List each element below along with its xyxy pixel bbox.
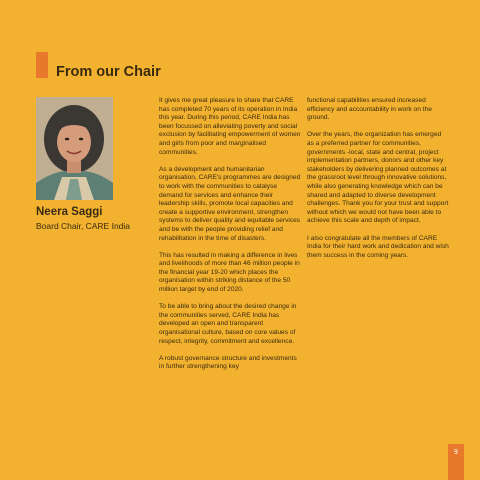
page-number: 9 [454,449,458,456]
paragraph: I also congratulate all the members of CARE India for their hard work and dedication and wish them success in the coming years. [307,234,449,259]
paragraph: functional capabilities ensured increased efficiency and accountability in work on the ground. [307,97,432,122]
text-column-1 [159,97,301,381]
paragraph: This has resulted in making a difference in lives and livelihoods of more than 46 million people in the financial year 19-20 which places the organisation within striking distance of the 50 million target by end of 2020. [159,251,300,294]
page-title: From our Chair [56,64,161,80]
text-column-2 [307,97,449,269]
person-role: Board Chair, CARE India [36,221,131,231]
paragraph: As a development and humanitarian organisation, CARE's programmes are designed to work with the communities to catalyse demand for services and enhance their leadership skills, promote local capacities and create a supportive environment, strengthen systems to deliver quality and equitable services and be with the people providing relief and rehabilitation in the time of disasters. [159,165,301,242]
paragraph: Over the years, the organization has emerged as a preferred partner for communities, governments -local, state and central, project implementation partners, donors and other key stakeholders by delivering planned outcomes at the grassroot level through innovative solutions, while also generating knowledge which can be shared and adapted to diverse development challenges. Thank you for your trust and support without which we would not have been able to achieve this scale and depth of impact. [307,131,449,225]
heading-accent-bar [36,52,48,78]
paragraph: A robust governance structure and investments in further strengthening key [159,354,297,371]
paragraph: It gives me great pleasure to share that CARE has completed 70 years of its operation in India this year. During this period, CARE India has been focussed on alleviating poverty and social exclusion by facilitating empowerment of women and girls from poor and marginalised communities. [159,97,301,156]
paragraph: To be able to bring about the desired change in the communities served, CARE India has developed an open and transparent organisational culture, based on core values of respect, integrity, commitment and excellence. [159,303,297,345]
person-name: Neera Saggi [36,206,103,218]
portrait-photo [36,97,113,200]
